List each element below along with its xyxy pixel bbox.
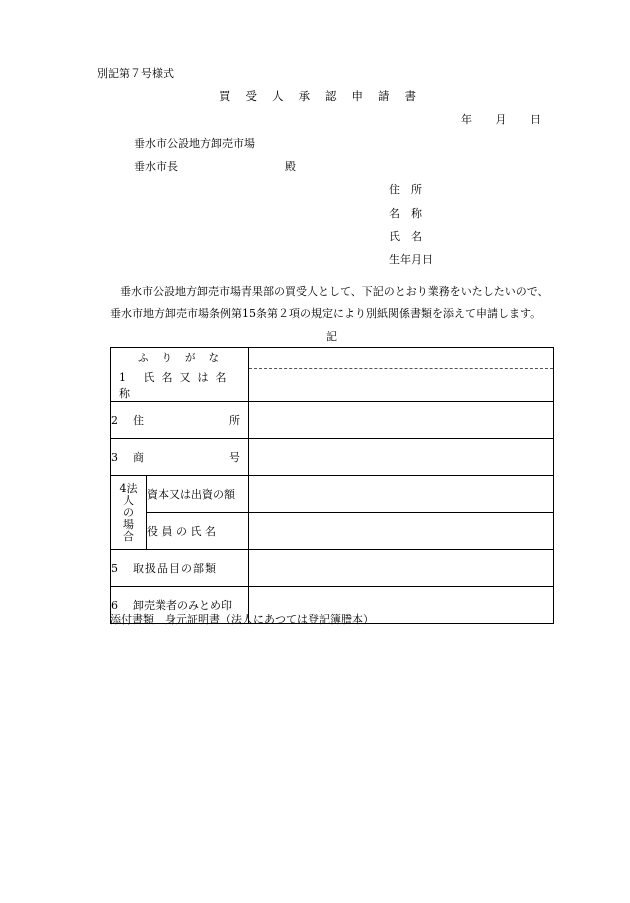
table-row-name xyxy=(111,348,554,402)
table-row-officers xyxy=(111,513,554,550)
attachment-note: 添付書類 身元証明書（法人にあつては登記簿謄本） xyxy=(110,613,374,626)
trade-name-label-cell: 3 商 号 xyxy=(111,439,249,476)
table-row-address xyxy=(111,402,554,439)
body-text-line2: 垂水市地方卸売市場条例第15条第２項の規定により別紙関係書類を添えて申請します。 xyxy=(110,307,542,320)
form-number: 別記第７号様式 xyxy=(97,67,174,80)
items-value-cell[interactable] xyxy=(249,550,554,587)
table-row-items xyxy=(111,550,554,587)
addressee-mayor: 垂水市長 xyxy=(134,160,178,173)
table-row-capital xyxy=(111,476,554,513)
trade-name-value-cell[interactable] xyxy=(249,439,554,476)
name-label: 1 氏名又は名称 xyxy=(119,371,234,400)
applicant-name-label: 氏 名 xyxy=(389,230,422,243)
ki-heading: 記 xyxy=(326,330,337,343)
table-row-trade-name xyxy=(111,439,554,476)
name-label-cell xyxy=(111,348,249,402)
applicant-birthdate-label: 生年月日 xyxy=(389,253,433,266)
addressee-honorific: 殿 xyxy=(285,160,296,173)
address-label-cell: 2 住 所 xyxy=(111,402,249,439)
body-text-line1: 垂水市公設地方卸売市場青果部の買受人として、下記のとおり業務をいたしたいので、 xyxy=(120,285,549,298)
addressee-market: 垂水市公設地方卸売市場 xyxy=(134,137,255,150)
applicant-company-label: 名 称 xyxy=(389,207,422,220)
capital-label-cell: 資本又は出資の額 xyxy=(147,476,249,513)
address-value-cell[interactable] xyxy=(249,402,554,439)
furigana-label: ふりがな xyxy=(138,352,232,364)
corporation-label-cell: 4法 人 の 場 合 xyxy=(111,476,147,550)
items-label-cell: 5 取扱品目の部類 xyxy=(111,550,249,587)
date-line: 年 月 日 xyxy=(461,113,541,126)
application-table xyxy=(110,347,554,624)
document-title: 買受人承認申請書 xyxy=(219,89,431,103)
seal-label-cell: 6 卸売業者のみとめ印 xyxy=(111,587,249,624)
officers-value-cell[interactable] xyxy=(249,513,554,550)
capital-value-cell[interactable] xyxy=(249,476,554,513)
applicant-address-label: 住 所 xyxy=(389,183,422,196)
name-value-cell[interactable] xyxy=(249,348,554,402)
officers-label-cell: 役 員 の 氏 名 xyxy=(147,513,249,550)
